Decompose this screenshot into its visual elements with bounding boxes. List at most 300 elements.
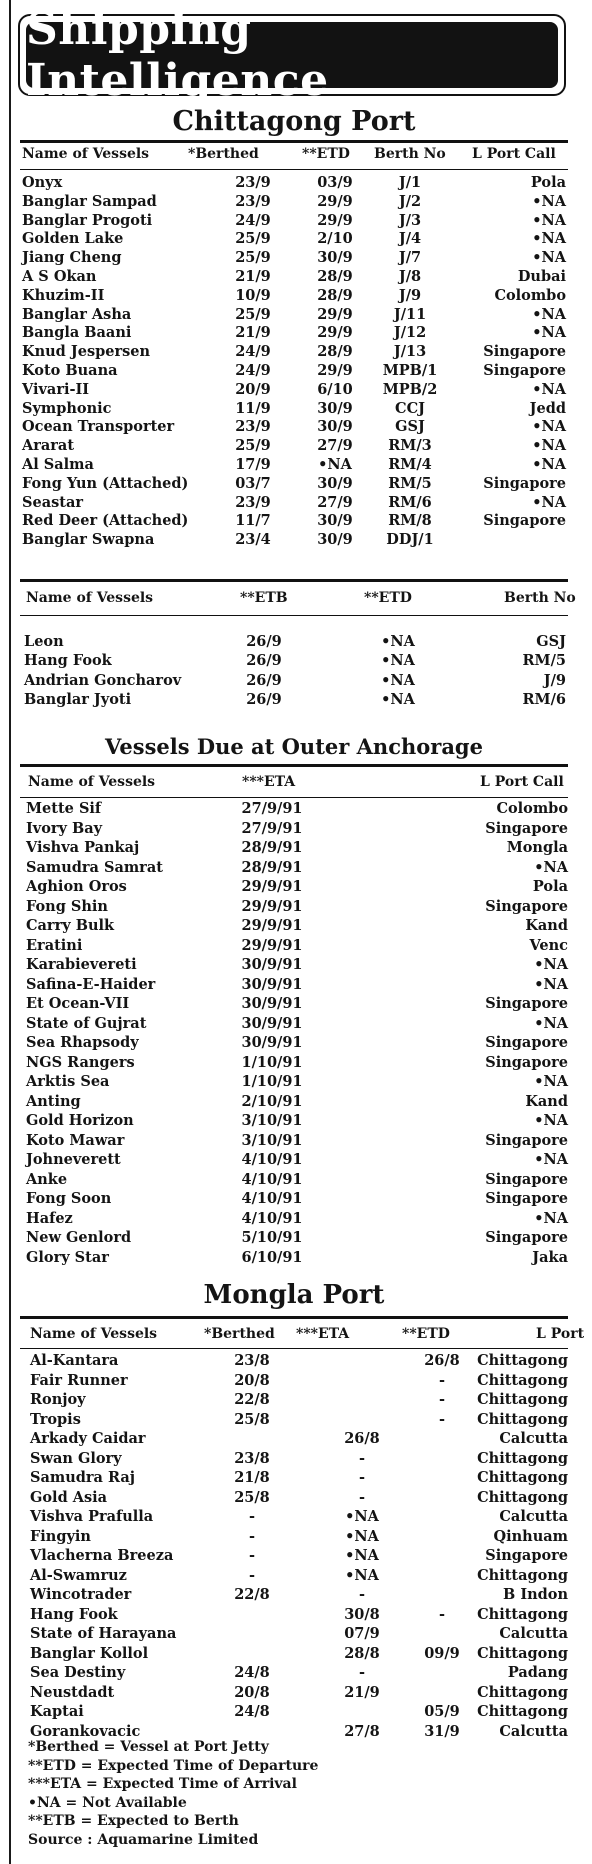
cell-berth-no: MPB/1 bbox=[382, 361, 438, 379]
cell-berth-no: GSJ bbox=[536, 633, 566, 650]
cell-vessel: Anting bbox=[26, 1092, 81, 1110]
cell-etd: 27/9 bbox=[317, 437, 353, 455]
table-row bbox=[20, 916, 568, 936]
chittagong-table bbox=[20, 173, 568, 549]
cell-berthed: 23/4 bbox=[235, 531, 271, 549]
table-row bbox=[20, 1449, 568, 1469]
table-row bbox=[20, 399, 568, 418]
cell-last-port: •NA bbox=[532, 418, 566, 436]
cell-last-port: Mongla bbox=[506, 839, 568, 856]
cell-last-port: Singapore bbox=[483, 474, 566, 492]
divider bbox=[20, 764, 568, 767]
legend-item: Source : Aquamarine Limited bbox=[28, 1831, 259, 1848]
cell-etd: •NA bbox=[381, 671, 415, 689]
cell-vessel: Seastar bbox=[22, 493, 83, 511]
cell-last-port: Singapore bbox=[485, 1229, 568, 1246]
cell-vessel: NGS Rangers bbox=[26, 1053, 135, 1071]
legend-item: ***ETA = Expected Time of Arrival bbox=[28, 1776, 297, 1793]
cell-etd: 30/9 bbox=[317, 531, 353, 549]
divider bbox=[20, 1348, 568, 1349]
cell-last-port: •NA bbox=[532, 380, 566, 398]
cell-vessel: Banglar Progoti bbox=[22, 211, 153, 229]
table-row bbox=[20, 323, 568, 342]
table-row bbox=[20, 1507, 568, 1527]
cell-eta: 4/10/91 bbox=[241, 1151, 303, 1168]
cell-last-port: B Indon bbox=[503, 1586, 568, 1603]
cell-last-port: Chittagong bbox=[477, 1703, 568, 1720]
divider bbox=[20, 140, 568, 143]
table-row bbox=[20, 173, 568, 192]
cell-berthed: 25/9 bbox=[235, 305, 271, 323]
cell-vessel: Banglar Sampad bbox=[22, 192, 157, 210]
cell-eta: - bbox=[358, 1449, 366, 1467]
cell-berthed: 24/9 bbox=[235, 361, 271, 379]
table-row bbox=[20, 1189, 568, 1209]
cell-vessel: Al-Kantara bbox=[30, 1352, 119, 1369]
table-row bbox=[20, 1663, 568, 1683]
cell-berthed: 25/9 bbox=[235, 437, 271, 455]
cell-berth-no: J/13 bbox=[393, 343, 427, 361]
cell-vessel: Ivory Bay bbox=[26, 819, 103, 837]
cell-last-port: Calcutta bbox=[499, 1508, 568, 1525]
header-eta: ***ETA bbox=[296, 1326, 350, 1342]
cell-last-port: Singapore bbox=[485, 819, 568, 837]
cell-eta: 28/9/91 bbox=[241, 858, 303, 876]
table-row bbox=[20, 1585, 568, 1605]
table-row bbox=[20, 286, 568, 305]
cell-berthed: 23/9 bbox=[235, 493, 271, 511]
cell-berth-no: RM/5 bbox=[388, 474, 432, 492]
cell-berth-no: J/7 bbox=[398, 249, 422, 267]
cell-last-port: Kand bbox=[525, 917, 568, 934]
cell-berthed: 24/9 bbox=[235, 211, 271, 229]
cell-vessel: Eratini bbox=[26, 936, 83, 954]
cell-last-port: Chittagong bbox=[477, 1371, 568, 1389]
legend-item: *Berthed = Vessel at Port Jetty bbox=[28, 1739, 269, 1755]
cell-berthed: 11/7 bbox=[235, 512, 271, 530]
cell-vessel: Fair Runner bbox=[30, 1371, 128, 1389]
header-name: Name of Vessels bbox=[28, 774, 156, 790]
cell-eta: •NA bbox=[345, 1527, 379, 1545]
cell-vessel: Glory Star bbox=[26, 1248, 109, 1266]
cell-vessel: Vishva Prafulla bbox=[30, 1508, 154, 1525]
cell-berth-no: RM/4 bbox=[388, 455, 432, 473]
divider bbox=[20, 615, 568, 616]
cell-berth-no: J/9 bbox=[398, 286, 422, 304]
cell-last-port: •NA bbox=[534, 1112, 568, 1129]
cell-vessel: Koto Mawar bbox=[26, 1131, 125, 1149]
cell-vessel: Banglar Asha bbox=[22, 305, 132, 323]
cell-etd: 03/9 bbox=[317, 174, 353, 191]
cell-etd: 29/9 bbox=[317, 361, 353, 379]
cell-berthed: 25/9 bbox=[235, 230, 271, 248]
cell-last-port: Colombo bbox=[496, 800, 568, 817]
cell-berthed: 20/9 bbox=[235, 380, 271, 398]
cell-berthed: 17/9 bbox=[235, 455, 271, 473]
cell-berth-no: RM/5 bbox=[522, 652, 566, 670]
cell-etd: 29/9 bbox=[317, 305, 353, 323]
legend-item: •NA = Not Available bbox=[28, 1794, 187, 1811]
cell-berthed: 21/9 bbox=[235, 267, 271, 285]
cell-berth-no: J/11 bbox=[393, 305, 427, 323]
table-row bbox=[20, 1014, 568, 1034]
cell-vessel: Fong Yun (Attached) bbox=[22, 474, 189, 492]
cell-berthed: 25/9 bbox=[235, 249, 271, 267]
cell-berth-no: RM/6 bbox=[522, 690, 566, 708]
cell-vessel: Hang Fook bbox=[24, 652, 112, 670]
table-row bbox=[20, 248, 568, 267]
table-row bbox=[20, 1605, 568, 1625]
cell-eta: 3/10/91 bbox=[241, 1112, 303, 1129]
title-banner bbox=[18, 4, 566, 106]
cell-vessel: Golden Lake bbox=[22, 230, 124, 248]
cell-etb: 26/9 bbox=[246, 690, 282, 708]
cell-eta: 6/10/91 bbox=[241, 1248, 303, 1266]
cell-last-port: Chittagong bbox=[477, 1352, 568, 1369]
cell-vessel: Anke bbox=[26, 1170, 68, 1188]
table-row bbox=[20, 192, 568, 211]
cell-last-port: Padang bbox=[507, 1664, 568, 1681]
cell-eta: - bbox=[358, 1664, 366, 1681]
table-row bbox=[20, 1072, 568, 1092]
cell-berth-no: J/12 bbox=[393, 324, 427, 342]
cell-etd: 26/8 bbox=[424, 1352, 460, 1369]
table-row bbox=[20, 436, 568, 455]
cell-last-port: Singapore bbox=[485, 1131, 568, 1149]
cell-vessel: Carry Bulk bbox=[26, 917, 115, 934]
cell-etd: 29/9 bbox=[317, 192, 353, 210]
table-row bbox=[20, 417, 568, 436]
cell-etd: - bbox=[438, 1371, 446, 1389]
divider bbox=[20, 579, 568, 582]
header-last-port: L Port bbox=[536, 1326, 585, 1342]
table-row bbox=[20, 1683, 568, 1703]
cell-last-port: Jaka bbox=[532, 1248, 568, 1266]
cell-last-port: Pola bbox=[532, 878, 568, 895]
table-row bbox=[20, 955, 568, 975]
cell-berthed: 23/8 bbox=[234, 1352, 270, 1369]
cell-last-port: Chittagong bbox=[477, 1683, 568, 1701]
cell-vessel: Karabievereti bbox=[26, 956, 137, 973]
table-row bbox=[20, 858, 568, 878]
table-row bbox=[20, 632, 568, 651]
cell-berth-no: GSJ bbox=[395, 418, 425, 436]
cell-last-port: •NA bbox=[532, 455, 566, 473]
cell-last-port: Chittagong bbox=[477, 1410, 568, 1428]
cell-vessel: Khuzim-II bbox=[22, 286, 105, 304]
cell-berthed: - bbox=[248, 1566, 256, 1584]
cell-berthed: 22/8 bbox=[234, 1391, 270, 1408]
cell-etd: 30/9 bbox=[317, 474, 353, 492]
cell-berth-no: MPB/2 bbox=[382, 380, 438, 398]
cell-berth-no: RM/3 bbox=[388, 437, 432, 455]
cell-last-port: •NA bbox=[534, 1014, 568, 1032]
header-etd: **ETD bbox=[302, 146, 350, 162]
cell-eta: 29/9/91 bbox=[241, 917, 303, 934]
divider bbox=[20, 1316, 568, 1319]
cell-last-port: Qinhuam bbox=[493, 1527, 568, 1545]
cell-vessel: New Genlord bbox=[26, 1229, 132, 1246]
cell-etd: 2/10 bbox=[317, 230, 353, 248]
cell-last-port: Singapore bbox=[485, 1034, 568, 1051]
table-row bbox=[20, 1410, 568, 1430]
cell-vessel: Hang Fook bbox=[30, 1605, 118, 1623]
cell-last-port: •NA bbox=[532, 192, 566, 210]
cell-berth-no: J/4 bbox=[398, 230, 422, 248]
cell-eta: 28/8 bbox=[344, 1644, 380, 1662]
cell-vessel: Leon bbox=[24, 633, 64, 650]
cell-eta: •NA bbox=[345, 1508, 379, 1525]
cell-last-port: Kand bbox=[525, 1092, 568, 1110]
cell-eta: 4/10/91 bbox=[241, 1190, 303, 1207]
cell-vessel: Banglar Kollol bbox=[30, 1644, 149, 1662]
header-berth-no: Berth No bbox=[374, 146, 446, 162]
cell-last-port: Jedd bbox=[529, 399, 566, 417]
cell-vessel: Ocean Transporter bbox=[22, 418, 175, 436]
cell-last-port: Singapore bbox=[483, 361, 566, 379]
cell-vessel: Symphonic bbox=[22, 399, 112, 417]
table-row bbox=[20, 1488, 568, 1508]
header-etd: **ETD bbox=[364, 590, 412, 606]
table-row bbox=[20, 1351, 568, 1371]
table-row bbox=[20, 1644, 568, 1664]
table-row bbox=[20, 877, 568, 897]
table-row bbox=[20, 305, 568, 324]
cell-eta: 5/10/91 bbox=[241, 1229, 303, 1246]
cell-last-port: •NA bbox=[532, 324, 566, 342]
table-row bbox=[20, 651, 568, 670]
cell-berthed: 25/8 bbox=[234, 1488, 270, 1506]
cell-last-port: •NA bbox=[534, 956, 568, 973]
page-title: Shipping Intelligence bbox=[26, 22, 558, 88]
cell-etd: •NA bbox=[381, 633, 415, 650]
legend-item: **ETB = Expected to Berth bbox=[28, 1813, 239, 1830]
cell-etd: 30/9 bbox=[317, 249, 353, 267]
cell-etd: 27/9 bbox=[317, 493, 353, 511]
table-row bbox=[20, 1033, 568, 1053]
table-row bbox=[20, 1228, 568, 1248]
cell-vessel: A S Okan bbox=[22, 267, 97, 285]
cell-berthed: 03/7 bbox=[235, 474, 271, 492]
table-row bbox=[20, 493, 568, 512]
cell-berthed: 22/8 bbox=[234, 1586, 270, 1603]
table-row bbox=[20, 229, 568, 248]
table-row bbox=[20, 1150, 568, 1170]
cell-etd: - bbox=[438, 1605, 446, 1623]
table-row bbox=[20, 1092, 568, 1112]
cell-vessel: Sea Destiny bbox=[30, 1664, 126, 1681]
mongla-port-title: Mongla Port bbox=[203, 1280, 385, 1310]
cell-vessel: Ararat bbox=[22, 437, 75, 455]
table-row bbox=[20, 211, 568, 230]
cell-vessel: Samudra Samrat bbox=[26, 858, 163, 876]
legend bbox=[28, 1738, 318, 1850]
cell-etd: 31/9 bbox=[424, 1722, 460, 1740]
cell-last-port: Chittagong bbox=[477, 1449, 568, 1467]
cell-eta: - bbox=[358, 1586, 366, 1603]
cell-vessel: State of Harayana bbox=[30, 1625, 177, 1642]
cell-etd: •NA bbox=[381, 690, 415, 708]
header-berth-no: Berth No bbox=[504, 590, 576, 606]
cell-eta: - bbox=[358, 1488, 366, 1506]
table-row bbox=[20, 1170, 568, 1190]
cell-eta: - bbox=[358, 1469, 366, 1486]
table-row bbox=[20, 1053, 568, 1073]
cell-vessel: Al Salma bbox=[22, 455, 94, 473]
cell-etd: - bbox=[438, 1391, 446, 1408]
cell-vessel: Gold Horizon bbox=[26, 1112, 134, 1129]
cell-vessel: Bangla Baani bbox=[22, 324, 132, 342]
cell-last-port: Dubai bbox=[517, 267, 566, 285]
cell-etd: - bbox=[438, 1410, 446, 1428]
cell-eta: 30/9/91 bbox=[241, 975, 303, 993]
table-row bbox=[20, 690, 568, 709]
cell-eta: 3/10/91 bbox=[241, 1131, 303, 1149]
outer-anchorage-table bbox=[20, 799, 568, 1267]
cell-last-port: Pola bbox=[530, 174, 566, 191]
cell-vessel: Arkady Caidar bbox=[30, 1430, 146, 1447]
header-etd: **ETD bbox=[402, 1326, 450, 1342]
cell-berthed: - bbox=[248, 1527, 256, 1545]
table-row bbox=[20, 530, 568, 549]
cell-eta: •NA bbox=[345, 1566, 379, 1584]
cell-berth-no: RM/6 bbox=[388, 493, 432, 511]
header-eta: ***ETA bbox=[242, 774, 296, 790]
cell-vessel: Swan Glory bbox=[30, 1449, 122, 1467]
cell-last-port: Calcutta bbox=[499, 1430, 568, 1447]
cell-vessel: Mette Sif bbox=[26, 800, 102, 817]
table-row bbox=[20, 975, 568, 995]
table-row bbox=[20, 838, 568, 858]
table-row bbox=[20, 1546, 568, 1566]
cell-vessel: Al-Swamruz bbox=[30, 1566, 127, 1584]
cell-etd: 6/10 bbox=[317, 380, 353, 398]
cell-berth-no: DDJ/1 bbox=[386, 531, 434, 549]
cell-berthed: 24/9 bbox=[235, 343, 271, 361]
cell-last-port: Chittagong bbox=[477, 1566, 568, 1584]
cell-vessel: Onyx bbox=[22, 174, 63, 191]
table-row bbox=[20, 671, 568, 690]
cell-etd: 28/9 bbox=[317, 267, 353, 285]
cell-vessel: Vishva Pankaj bbox=[26, 839, 140, 856]
cell-eta: 1/10/91 bbox=[241, 1073, 303, 1090]
cell-eta: 2/10/91 bbox=[241, 1092, 303, 1110]
cell-berthed: 23/8 bbox=[234, 1449, 270, 1467]
table-row bbox=[20, 799, 568, 819]
cell-berth-no: J/1 bbox=[398, 174, 422, 191]
expected-berth-table bbox=[20, 632, 568, 709]
cell-berth-no: J/9 bbox=[543, 671, 566, 689]
divider bbox=[20, 169, 568, 170]
cell-berth-no: CCJ bbox=[395, 399, 425, 417]
header-last-port: L Port Call bbox=[472, 146, 556, 162]
cell-eta: 30/9/91 bbox=[241, 995, 303, 1012]
cell-eta: 28/9/91 bbox=[241, 839, 303, 856]
cell-berth-no: J/8 bbox=[398, 267, 422, 285]
cell-vessel: Sea Rhapsody bbox=[26, 1034, 139, 1051]
cell-last-port: •NA bbox=[532, 230, 566, 248]
cell-last-port: •NA bbox=[532, 437, 566, 455]
cell-berthed: - bbox=[248, 1547, 256, 1564]
table-row bbox=[20, 455, 568, 474]
cell-vessel: Fingyin bbox=[30, 1527, 91, 1545]
cell-vessel: Et Ocean-VII bbox=[26, 995, 130, 1012]
cell-berthed: 23/9 bbox=[235, 418, 271, 436]
header-name: Name of Vessels bbox=[26, 590, 154, 606]
table-row bbox=[20, 1468, 568, 1488]
cell-last-port: •NA bbox=[534, 1209, 568, 1227]
cell-berthed: 23/9 bbox=[235, 174, 271, 191]
cell-last-port: •NA bbox=[534, 1073, 568, 1090]
cell-last-port: Singapore bbox=[485, 1547, 568, 1564]
cell-last-port: Chittagong bbox=[477, 1644, 568, 1662]
cell-last-port: Singapore bbox=[485, 1190, 568, 1207]
cell-etd: 05/9 bbox=[424, 1703, 460, 1720]
cell-vessel: Hafez bbox=[26, 1209, 73, 1227]
cell-eta: 21/9 bbox=[344, 1683, 380, 1701]
cell-vessel: Banglar Swapna bbox=[22, 531, 155, 549]
cell-vessel: Vivari-II bbox=[22, 380, 90, 398]
cell-last-port: •NA bbox=[532, 249, 566, 267]
cell-berth-no: J/3 bbox=[398, 211, 422, 229]
cell-berthed: 20/8 bbox=[234, 1371, 270, 1389]
cell-berthed: 23/9 bbox=[235, 192, 271, 210]
table-row bbox=[20, 1209, 568, 1229]
cell-last-port: Singapore bbox=[485, 1053, 568, 1071]
cell-etb: 26/9 bbox=[246, 652, 282, 670]
cell-etb: 26/9 bbox=[246, 671, 282, 689]
cell-vessel: Neustdadt bbox=[30, 1683, 115, 1701]
mongla-table bbox=[20, 1351, 568, 1741]
cell-eta: 1/10/91 bbox=[241, 1053, 303, 1071]
cell-vessel: Ronjoy bbox=[30, 1391, 86, 1408]
cell-berthed: 21/9 bbox=[235, 324, 271, 342]
header-name: Name of Vessels bbox=[22, 146, 150, 162]
divider bbox=[20, 797, 568, 798]
table-row bbox=[20, 267, 568, 286]
table-row bbox=[20, 361, 568, 380]
cell-etd: 30/9 bbox=[317, 418, 353, 436]
cell-eta: 30/9/91 bbox=[241, 1034, 303, 1051]
cell-vessel: Johneverett bbox=[26, 1151, 121, 1168]
cell-eta: 27/9/91 bbox=[241, 819, 303, 837]
cell-etd: 30/9 bbox=[317, 512, 353, 530]
cell-vessel: Samudra Raj bbox=[30, 1469, 135, 1486]
cell-eta: 30/8 bbox=[344, 1605, 380, 1623]
cell-eta: 30/9/91 bbox=[241, 956, 303, 973]
table-row bbox=[20, 1390, 568, 1410]
cell-berthed: 10/9 bbox=[235, 286, 271, 304]
cell-last-port: Chittagong bbox=[477, 1605, 568, 1623]
table-row bbox=[20, 1702, 568, 1722]
table-row bbox=[20, 342, 568, 361]
cell-eta: 4/10/91 bbox=[241, 1209, 303, 1227]
cell-vessel: Koto Buana bbox=[22, 361, 118, 379]
cell-eta: 4/10/91 bbox=[241, 1170, 303, 1188]
cell-vessel: Arktis Sea bbox=[26, 1073, 110, 1090]
cell-vessel: Safina-E-Haider bbox=[26, 975, 156, 993]
cell-berthed: 20/8 bbox=[234, 1683, 270, 1701]
cell-berth-no: RM/8 bbox=[388, 512, 432, 530]
cell-last-port: •NA bbox=[532, 211, 566, 229]
cell-etd: 29/9 bbox=[317, 324, 353, 342]
cell-eta: 07/9 bbox=[344, 1625, 380, 1642]
cell-vessel: State of Gujrat bbox=[26, 1014, 147, 1032]
cell-last-port: •NA bbox=[532, 305, 566, 323]
cell-eta: 26/8 bbox=[344, 1430, 380, 1447]
cell-last-port: Calcutta bbox=[499, 1625, 568, 1642]
cell-etd: 28/9 bbox=[317, 343, 353, 361]
